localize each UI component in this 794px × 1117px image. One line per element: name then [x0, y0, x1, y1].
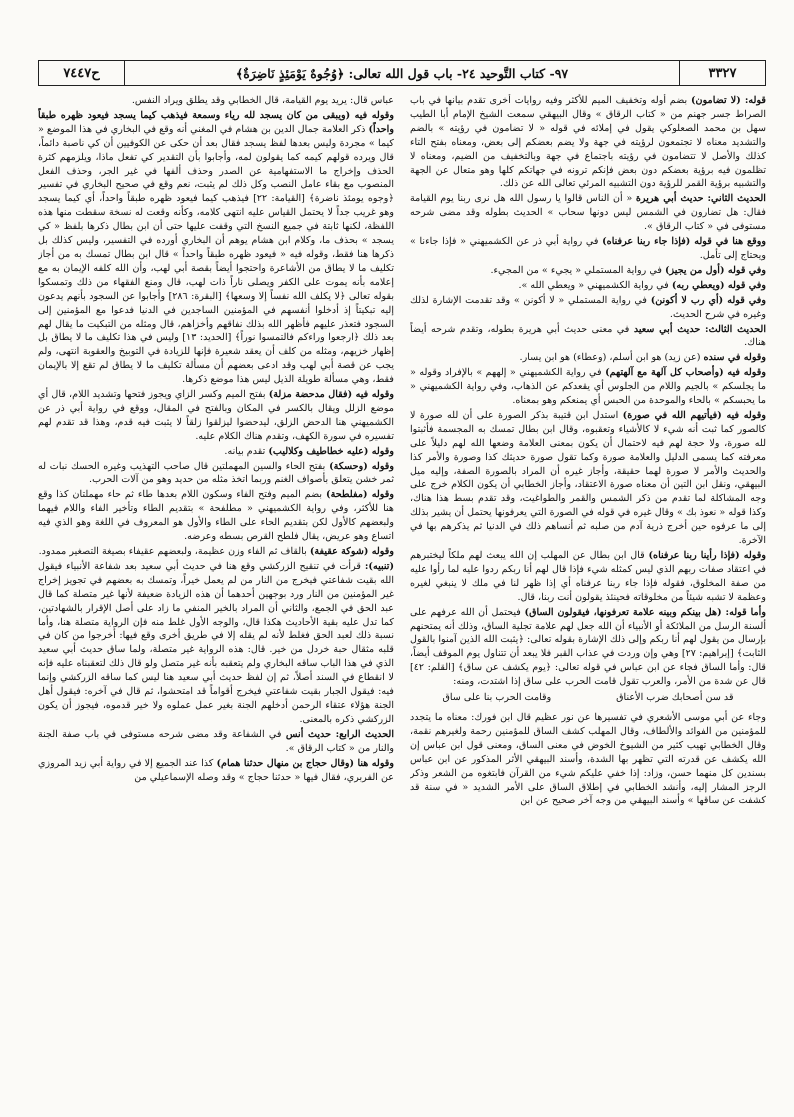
- paragraph-text: تقدم بيانه.: [224, 445, 266, 457]
- paragraph-lead: ووقع هنا في قوله (فإذا جاء ربنا عرفناه): [602, 236, 766, 248]
- paragraph-text: (عن زيد) هو ابن أسلم، (وعطاء) هو ابن يسار.: [519, 352, 701, 364]
- paragraph-lead: وفي قوله (أول من يجيز): [664, 264, 766, 276]
- paragraph: [410, 235, 766, 263]
- hadith-reference: ح٧٤٤٧: [39, 61, 125, 85]
- paragraph-lead: (تنبيه):: [364, 560, 394, 572]
- paragraph-text: وجاء عن أبي موسى الأشعري في تفسيرها عن نور عظيم قال ابن فورك: معناه ما يتجدد للمؤمنين من الفوائد والألطاف، وقال المهلب كشف الساق للمؤمنين رحمة ولغيرهم نقمة، وقال الخطابي تهيب كثير من الشيوخ الخوض في معنى الساق، ومعنى قول ابن عباس إن الله يكشف عن قدرته التي تظهر بها الشدة، وأسند البيهقي الأثر المذكور عن ابن عباس بسندين كل منهما حسن، وزاد: إذا خفي عليكم شيء من القرآن فابتغوه من الشعر وذكر الرجز المشار إليه، وأنشد الخطابي في إطلاق الساق على الأمر الشديد « في سنة قد كشفت عن ساقها » وأسند البيهقي من وجه آخر صحيح عن ابن: [410, 711, 766, 807]
- paragraph-lead: الحديث الرابع: حديث أنس: [285, 728, 394, 740]
- chapter-title: ٩٧- كتاب التَّوحيد ٢٤- باب قول الله تعالى: ﴿وُجُوهٌ يَوْمَئِذٍ نَاضِرَةٌ﴾: [235, 65, 569, 81]
- paragraph-lead: وقوله فيه (فيأتيهم الله في صورة): [622, 409, 766, 421]
- paragraph-lead: الحديث الثالث: حديث أبي سعيد: [633, 323, 766, 335]
- paragraph: [38, 460, 394, 488]
- paragraph: [410, 279, 766, 293]
- paragraph-lead: قوله: (لا تضامون): [691, 95, 766, 106]
- paragraph-lead: وقوله (وحسكة): [329, 460, 394, 472]
- paragraph: [410, 409, 766, 548]
- paragraph: [38, 94, 394, 108]
- paragraph-text: بفتح الميم وكسر الزاي ويجوز فتحها وتشديد اللام، قال أي موضع الزلل ويقال بالكسر في المكان وبالفتح في المقال، ووقع في رواية أبي ذر عن الكشميهني هنا الدحض الزلق، ليدحضوا ليزلقوا زلقاً لا يثبت فيه قدم، وهذا قد تقدم لهم تفسيره في سورة الكهف، وتقدم هناك الكلام عليه.: [38, 389, 394, 442]
- paragraph: [38, 388, 394, 444]
- paragraph-lead: وأما قوله: (هل بينكم وبينه علامة تعرفونها، فيقولون الساق): [524, 606, 766, 618]
- paragraph-text: بالقاف ثم الفاء وزن عظيمة، ولبعضهم عقيفاء بصيغة التصغير ممدود.: [38, 546, 307, 557]
- text-columns: [38, 94, 766, 1098]
- paragraph-text: كذا عند الجميع إلا في رواية أبي زيد المروزي عن الفربري، فقال فيها « حدثنا حجاج » وقد وصله الإسماعيلي من: [38, 757, 394, 783]
- paragraph-text: في رواية الكشميهني « ويعطي الله ».: [518, 279, 669, 291]
- paragraph-lead: وفي قوله (أي رب لا أكونن): [650, 294, 766, 306]
- paragraph-text: ذكر العلامة جمال الدين بن هشام في المغني أنه وقع في البخاري في هذا الموضع « كيما » مجردة وليس بعدها لفظ يسجد فقال بعد أن حكى عن الكوفيين أن كي ناصبة دائماً، قال ويرده قولهم كيمه كما يقولون لمه، وأجابوا بأن التقدير كي تفعل ماذا، ويلزمهم كثرة الحذف وإخراج ما الاستفهامية عن الصدر وحذف ألفها في غير الجر، وحذف الفعل المنصوب مع بقاء عامل النصب وكل ذلك لم يثبت، نعم وقع في صحيح البخاري في تفسير ﴿وجوه يومئذ ناضرة﴾ [القيامة: ٢٢] فيذهب كيما فيعود ظهره طبقاً واحداً، أي كيما يسجد وهو غريب جداً لا يحتمل القياس عليه انتهى كلامه، وكأنه وقعت له نسخة سقطت منها هذه اللفظة، لكنها ثابتة في جميع النسخ التي وقفت عليها حتى أن ابن بطال ذكرها بلفظ « كي يسجد » بحذف ما، وكلام ابن هشام يوهم أن البخاري أورده في التفسير، وليس كذلك بل ذكرها هنا فقط، وقوله فيه « فيعود ظهره طبقاً واحداً » قال ابن بطال تمسك به من أجاز تكليف ما لا يطاق من الأشاعرة واحتجوا أيضاً بقصة أبي لهب، وأن الله كلفه الإيمان به مع إعلامه بأنه يموت على الكفر ويصلى ناراً ذات لهب، قال ومنع الفقهاء من ذلك وتمسكوا بقوله تعالى ﴿لا يكلف الله نفساً إلا وسعها﴾ [البقرة: ٢٨٦] وأجابوا عن السجود بأنهم يدعون إليه تبكيتاً إذ أدخلوا أنفسهم في المؤمنين الساجدين في الدنيا فدعوا مع المؤمنين إلى السجود فتعذر عليهم فأظهر الله بذلك نفاقهم وأخزاهم، قال ومثله من التبكيت ما يقال لهم بعد ذلك ﴿ارجعوا وراءكم فالتمسوا نوراً﴾ [الحديد: ١٣] وليس في هذا تكليف ما لا يطاق بل إظهار خزيهم، ومثله من كلف أن يعقد شعيرة فإنها للزيادة في التوبيخ والعقوبة انتهى، ولم يجب عن قصة أبي لهب وقد ادعى بعضهم أن مسألة تكليف ما لا يطاق لم تقع إلا بالإيمان فقط، وهي مسألة طويلة الذيل ليس هذا موضع ذكرها.: [38, 123, 394, 386]
- poem-verse: [410, 691, 766, 705]
- paragraph: [410, 606, 766, 689]
- paragraph-text: قال ابن بطال عن المهلب إن الله يبعث لهم ملكاً ليختبرهم في اعتقاد صفات ربهم الذي ليس كمثله شيء فإذا قال لهم أنا ربكم ردوا عليه لما رأوا عليه من صفة المخلوق، فقوله فإذا جاء ربنا عرفناه أي إذا ظهر لنا في ملك لا ينبغي لغيره وعظمة لا تشبه شيئاً من مخلوقاته فحينئذ يقولون أنت ربنا، قال.: [410, 550, 766, 603]
- paragraph-text: بفتح الحاء والسين المهملتين قال صاحب التهذيب وغيره الحسك نبات له ثمر خشن يتعلق بأصواف الغنم وربما اتخذ مثله من حديد وهو من آلات الحرب.: [38, 460, 394, 486]
- paragraph: [410, 366, 766, 408]
- paragraph: [410, 294, 766, 322]
- paragraph-text: « أن الناس قالوا يا رسول الله هل نرى ربنا يوم القيامة فقال: هل تضارون في الشمس ليس دونها سحاب » الحديث بطوله وقد مضى شرحه مستوفى في « كتاب الرقاق ».: [410, 193, 766, 233]
- page-number: ٣٣٢٧: [679, 61, 765, 85]
- right-column: [410, 94, 766, 1098]
- book-page: [38, 60, 766, 1100]
- paragraph-lead: وقوله في سنده: [703, 352, 766, 364]
- paragraph: [410, 192, 766, 234]
- paragraph-lead: الحديث الثاني: حديث أبي هريرة: [635, 193, 766, 205]
- paragraph-lead: وقوله هنا (وقال حجاج بن منهال حدثنا همام): [216, 757, 394, 769]
- paragraph-text: استدل ابن قتيبة بذكر الصورة على أن لله صورة لا كالصور كما ثبت أنه شيء لا كالأشياء وتعقبوه، وقال ابن بطال تمسك به المجسمة فأثبتوا لله صورة، ولا حجة لهم فيه لاحتمال أن يكون بمعنى العلامة وضعها الله لهم دليلاً على معرفته كما يسمى الدليل والعلامة صورة وكما تقول صورة حديثك كذا وصورة والأمر كذا والحديث والأمر لا صورة لهما حقيقة، وأجاز غيره أن المراد بالصورة الصفة، وإليه ميل البيهقي، ونقل ابن التين أن معناه صورة الاعتقاد، وأجاز الخطابي أن يكون الكلام خرج على وجه المشاكلة لما تقدم من ذكر الشمس والقمر والطواغيت، وقد تقدم بسط هذا هناك، وكذا قوله « نعوذ بك » وقال غيره في قوله في الصورة التي يعرفونها يحتمل أن يشير بذلك إلى ما عرفوه حين أخرج ذرية آدم من صلبه ثم أنساهم ذلك في الدنيا ثم يذكرهم بها في الآخرة.: [410, 409, 766, 547]
- running-header: [38, 60, 766, 86]
- paragraph: [38, 109, 394, 387]
- paragraph: [38, 445, 394, 459]
- poem-hemistich: قد سن أصحابك ضرب الأعناق: [616, 692, 734, 704]
- paragraph-lead: وقوله (عليه خطاطيف وكلاليب): [268, 445, 394, 457]
- left-column: [38, 94, 394, 1098]
- paragraph-text: في رواية أبي ذر عن الكشميهني « فإذا جاءنا » ويحتاج إلى تأمل.: [410, 236, 766, 261]
- paragraph: [410, 264, 766, 278]
- paragraph-text: في معنى حديث أبي هريرة بطوله، وتقدم شرحه أيضاً هناك.: [410, 323, 766, 349]
- paragraph: [410, 94, 766, 191]
- paragraph-text: قرأت في تنقيح الزركشي وقع هنا في حديث أبي سعيد بعد شفاعة الأنبياء فيقول الله بقيت شفاعتي فيخرج من النار من لم يعمل خيراً، وتمسك به بعضهم في تجويز إخراج غير المؤمنين من النار ورد بوجهين أحدهما أن هذه الزيادة ضعيفة لأنها غير متصلة كما قال عبد الحق في الجمع، والثاني أن المراد بالخير المنفي ما زاد على أصل الإقرار بالشهادتين، كما تدل عليه بقية الأحاديث هكذا قال، والوجه الأول غلط منه فإن الرواية متصلة هنا، وأما نسبة ذلك لعبد الحق فغلط لأنه لم يقله إلا في طريق أخرى وقع فيها: أخرجوا من كان في قلبه مثقال حبة خردل من خير. قال: هذه الرواية غير متصلة، ولما ساق حديث أبي سعيد الذي في هذا الباب ساقه البخاري ولم يتعقبه بأنه غير متصل ولو قال ذلك لتعقبناه عليه فإنه لا انقطاع في السند أصلاً، ثم إن لفظ حديث أبي سعيد هنا ليس كما ساقه الزركشي وإنما فيه: فيقول الجبار بقيت شفاعتي فيخرج أقواماً قد امتحشوا، ثم قال في آخره: فيقول أهل الجنة هؤلاء عتقاء الرحمن أدخلهم الجنة بغير عمل عملوه ولا خير قدموه، فيجوز أن يكون الزركشي ذكره بالمعنى.: [38, 560, 394, 725]
- paragraph-lead: وفي قوله (ويعطي ربه): [671, 279, 766, 291]
- paragraph-text: عباس قال: يريد يوم القيامة، قال الخطابي وقد يطلق ويراد النفس.: [131, 95, 394, 106]
- paragraph: [38, 488, 394, 544]
- paragraph-lead: وقوله فيه (فقال مدحضة مزلة): [268, 389, 394, 401]
- paragraph-text: في رواية المستملي « لا أكونن » وقد تقدمت الإشارة لذلك وغيره في شرح الحديث.: [410, 294, 766, 320]
- paragraph-text: بضم الميم وفتح الفاء وسكون اللام بعدها طاء ثم حاء مهملتان كذا وقع هنا للأكثر، وفي رواية الكشميهني « مطلفحة » بتقديم الطاء وتأخير الفاء واللام فيهما ولبعضهم كالأول لكن بتقديم الحاء على الطاء والأول هو المعروف في اللغة وهو الذي فيه اتساع وهو عريض، يقال فلطح القرص بسطه وعرضه.: [38, 489, 394, 543]
- paragraph: [410, 549, 766, 605]
- paragraph-text: في رواية المستملي « يجيء » من المجيء.: [490, 264, 662, 276]
- paragraph-lead: وقوله فيه (ويبقى من كان يسجد لله رياء وسمعة فيذهب كيما يسجد فيعود ظهره طبقاً واحداً): [38, 109, 394, 135]
- paragraph-lead: وقوله فيه (وأصحاب كل آلهة مع آلهتهم): [605, 367, 766, 379]
- paragraph-text: بضم أوله وتخفيف الميم للأكثر وفيه روايات أخرى تقدم بيانها في باب الصراط جسر جهنم من « كتاب الرقاق » وقال البيهقي سمعت الشيخ الإمام أبا الطيب سهل بن محمد الصعلوكي يقول في إملائه في قوله « لا تضامون في رؤيته » بالضم والتشديد معناه لا تجتمعون لرؤيته في جهة ولا يضم بعضكم إلى بعض، ومعناه بفتح التاء كذلك والأصل لا تتضامون في رؤيته باجتماع في جهة وبالتخفيف من الضيم، ومعناه لا تظلمون فيه برؤية بعضكم دون بعض فإنكم ترونه في جهاتكم كلها وهو متعال عن الجهة والتشبيه برؤية القمر للرؤية دون التشبيه المرئي تعالى الله عن ذلك.: [410, 95, 766, 190]
- paragraph-lead: وقوله (مفلطحة): [326, 489, 394, 501]
- paragraph-text: في رواية الكشميهني « إلههم » بالإفراد وقوله « ما يجلسكم » بالجيم واللام من الجلوس أي يقعدكم عن الذهاب، وفي رواية الكشميهني « ما يحبسكم » بالحاء والموحدة من الحبس أي يمنعكم وهو بمعناه.: [410, 367, 766, 407]
- paragraph: [38, 545, 394, 559]
- paragraph: [410, 323, 766, 351]
- paragraph-text: فيحتمل أن الله عرفهم على ألسنة الرسل من الملائكة أو الأنبياء أن الله جعل لهم علامة تجلية الساق، وذلك أنه يمتحنهم بإرسال من يقول لهم أنا ربكم وإلى ذلك الإشارة بقوله تعالى: ﴿يثبت الله الذين آمنوا بالقول الثابت﴾ [إبراهيم: ٢٧] وهي وإن وردت في عذاب القبر فلا يبعد أن تتناول يوم الموقف أيضاً، قال: وأما الساق فجاء عن ابن عباس في قوله تعالى: ﴿يوم يكشف عن ساق﴾ [القلم: ٤٢] قال عن شدة من الأمر، والعرب تقول قامت الحرب على ساق إذا اشتدت، ومنه:: [410, 606, 766, 688]
- paragraph: [38, 560, 394, 727]
- paragraph: [410, 351, 766, 365]
- paragraph: [38, 757, 394, 785]
- poem-hemistich: وقامت الحرب بنا على ساق: [442, 692, 552, 704]
- paragraph-text: في الشفاعة وقد مضى شرحه مستوفى في باب صفة الجنة والنار من « كتاب الرقاق ».: [38, 728, 394, 754]
- paragraph-lead: وقوله (شوكة عقيفة): [309, 546, 394, 557]
- paragraph-lead: وقوله (فإذا رأينا ربنا عرفناه): [648, 550, 766, 561]
- paragraph: [410, 711, 766, 808]
- paragraph: [38, 728, 394, 756]
